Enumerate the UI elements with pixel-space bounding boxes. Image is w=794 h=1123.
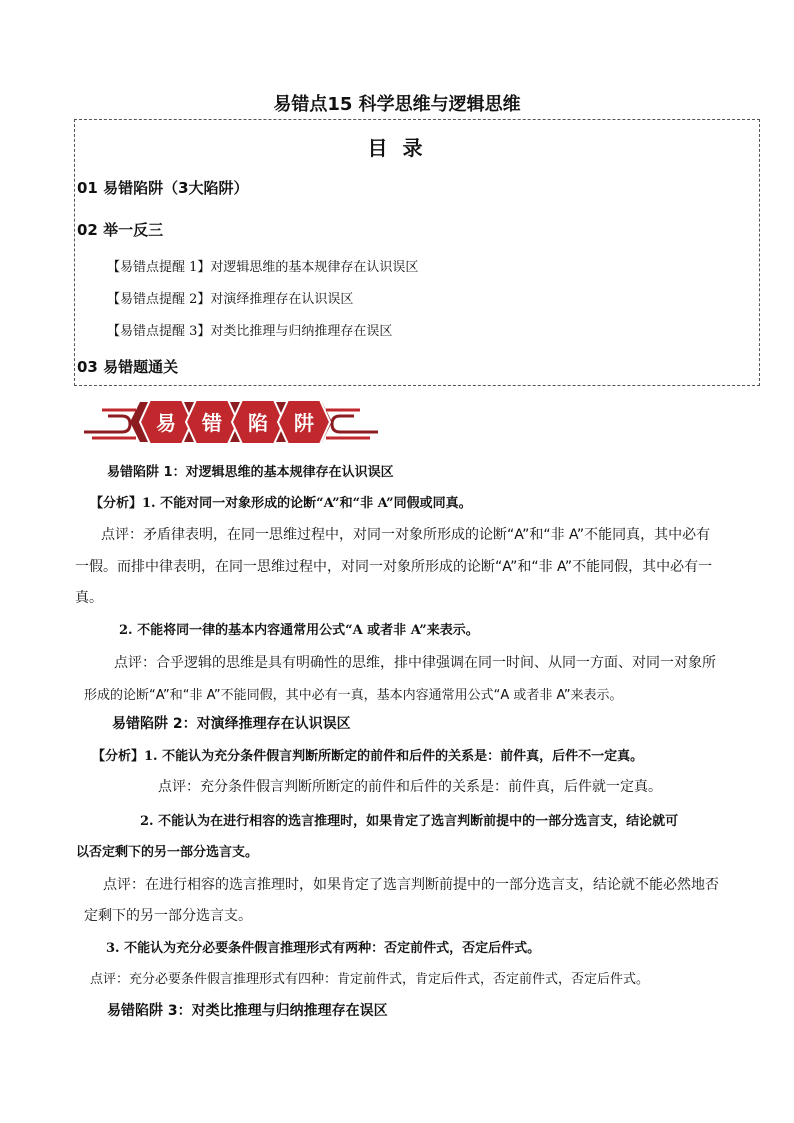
trap-1-analysis-1: 【分析】1. 不能对同一对象形成的论断“A”和“非 A”同假或同真。 [90,496,472,511]
trap-2-comment-1: 点评：充分条件假言判断所断定的前件和后件的关系是：前件真，后件就一定真。 [158,779,662,795]
toc-section-2: 02 举一反三 [77,221,164,239]
banner-tile [186,400,238,444]
ornament-line [84,416,130,432]
banner-char: 错 [202,411,222,435]
trap-3-title: 易错陷阱 3：对类比推理与归纳推理存在误区 [107,1003,388,1019]
banner-char: 阱 [294,411,314,435]
banner-left-ornament [84,410,136,438]
trap-2-analysis-1: 【分析】1. 不能认为充分条件假言判断所断定的前件和后件的关系是：前件真，后件不一定真。 [92,749,644,764]
trap-2-comment-2-line-2: 定剩下的另一部分选言支。 [84,908,252,924]
trap-1-title: 易错陷阱 1：对逻辑思维的基本规律存在认识误区 [107,465,394,480]
trap-2-comment-3: 点评：充分必要条件假言推理形式有四种：肯定前件式，肯定后件式，否定前件式，否定后件式。 [90,972,650,987]
trap-1-comment-2-line-2: 形成的论断“A”和“非 A”不能同假，其中必有一真，基本内容通常用公式“A 或者非 A”来表示。 [84,688,623,703]
trap-1-analysis-2: 2. 不能将同一律的基本内容通常用公式“A 或者非 A”来表示。 [119,623,479,638]
trap-1-comment-1-line-1: 点评：矛盾律表明，在同一思维过程中，对同一对象所形成的论断“A”和“非 A”不能同真，其中必有 [101,527,711,543]
banner-char: 陷 [248,411,268,435]
trap-2-comment-2-line-1: 点评：在进行相容的选言推理时，如果肯定了选言判断前提中的一部分选言支，结论就不能必然地否 [103,877,719,893]
trap-banner [78,394,384,450]
trap-2-analysis-2-line-1: 2. 不能认为在进行相容的选言推理时，如果肯定了选言判断前提中的一部分选言支，结论就可 [140,814,679,829]
ornament-line [332,416,378,432]
banner-char: 易 [156,411,176,435]
page-title: 易错点15 科学思维与逻辑思维 [273,94,521,115]
banner-tile [278,400,330,444]
trap-2-title: 易错陷阱 2：对演绎推理存在认识误区 [112,716,351,732]
trap-2-analysis-3: 3. 不能认为充分必要条件假言推理形式有两种：否定前件式，否定后件式。 [106,941,541,956]
toc-heading: 目 录 [367,136,427,160]
toc-section-3: 03 易错题通关 [77,358,179,376]
trap-1-comment-1-line-3: 真。 [75,590,103,606]
toc-item-2: 【易错点提醒 2】对演绎推理存在认识误区 [107,292,354,307]
toc-section-1: 01 易错陷阱（3大陷阱） [77,179,249,197]
trap-1-comment-1-line-2: 一假。而排中律表明，在同一思维过程中，对同一对象所形成的论断“A”和“非 A”不能同假，其中必有一 [75,559,713,575]
trap-1-comment-2-line-1: 点评：合乎逻辑的思维是具有明确性的思维，排中律强调在同一时间、从同一方面、对同一对象所 [114,655,716,671]
banner-tile [140,400,192,444]
trap-2-analysis-2-line-2: 以否定剩下的另一部分选言支。 [76,845,259,860]
toc-item-3: 【易错点提醒 3】对类比推理与归纳推理存在误区 [107,324,393,339]
banner-tile [232,400,284,444]
banner-right-ornament [326,410,378,438]
toc-item-1: 【易错点提醒 1】对逻辑思维的基本规律存在认识误区 [107,260,419,275]
